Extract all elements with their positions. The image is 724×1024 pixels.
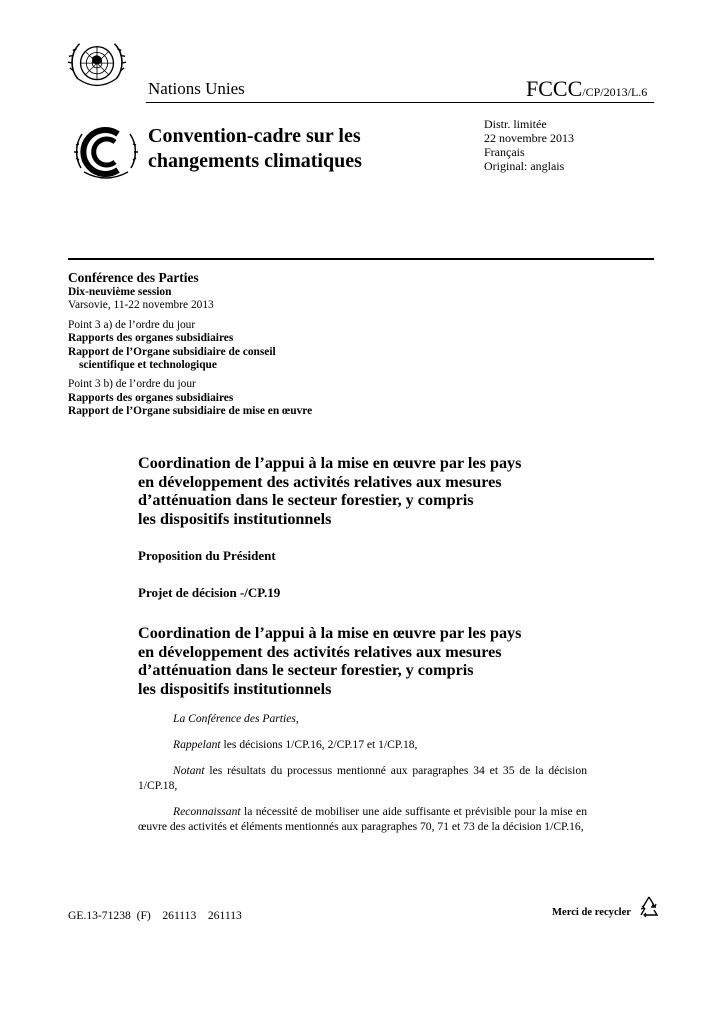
title-line: les dispositifs institutionnels <box>138 509 332 528</box>
distribution-line: Distr. limitée <box>484 117 547 131</box>
draft-decision-heading: Projet de décision -/CP.19 <box>138 585 281 600</box>
recycle-icon <box>636 894 662 920</box>
paragraph: Rappelant les décisions 1/CP.16, 2/CP.17 et 1/CP.18, <box>173 738 418 752</box>
agenda-item-a-title: Rapport de l’Organe subsidiaire de conseil <box>68 345 276 358</box>
un-emblem-icon <box>66 36 128 98</box>
convention-title-line: changements climatiques <box>148 150 362 172</box>
section-rule <box>68 258 654 260</box>
meeting-session: Dix-neuvième session <box>68 286 172 298</box>
agenda-item-b-title: Rapport de l’Organe subsidiaire de mise en œuvre <box>68 405 313 418</box>
distribution-block <box>484 117 574 173</box>
title-line: en développement des activités relatives aux mesures <box>138 472 502 491</box>
agenda-item-b: Point 3 b) de l’ordre du jour <box>68 378 196 391</box>
meeting-body: Conférence des Parties <box>68 270 199 285</box>
convention-title <box>148 124 362 174</box>
org-name: Nations Unies <box>148 79 245 98</box>
proposal-heading: Proposition du Président <box>138 548 276 563</box>
title-line: d’atténuation dans le secteur forestier, y compris <box>138 491 474 510</box>
meeting-info <box>68 269 312 419</box>
title-line: Coordination de l’appui à la mise en œuvre par les pays <box>138 454 522 472</box>
title-line: les dispositifs institutionnels <box>138 679 332 698</box>
paragraph: La Conférence des Parties, <box>173 712 299 725</box>
symbol-suffix: /CP/2013/L.6 <box>582 85 648 99</box>
distribution-line: 22 novembre 2013 <box>484 131 574 145</box>
recycle-text: Merci de recycler <box>552 907 632 918</box>
title-line: en développement des activités relatives aux mesures <box>138 642 502 661</box>
paragraph: Reconnaissant la nécessité de mobiliser une aide suffisante et prévisible pour la mise en œuvre des activités et éléments mentionnés aux paragraphes 70, 71 et 73 de la décision 1/CP.16, <box>138 805 587 833</box>
footer-document-code: GE.13-71238 (F) 261113 261113 <box>68 909 242 922</box>
distribution-line: Français <box>484 145 525 159</box>
document-symbol <box>526 76 647 102</box>
agenda-item-b-title: Rapports des organes subsidiaires <box>68 391 234 404</box>
decision-body <box>138 712 587 842</box>
header-rule <box>146 102 654 103</box>
distribution-line: Original: anglais <box>484 159 565 173</box>
agenda-item-a-title: scientifique et technologique <box>79 359 217 372</box>
agenda-item-a-title: Rapports des organes subsidiaires <box>68 332 234 345</box>
document-title <box>138 454 578 528</box>
meeting-place-date: Varsovie, 11-22 novembre 2013 <box>68 299 214 312</box>
decision-title <box>138 624 578 698</box>
agenda-item-a: Point 3 a) de l’ordre du jour <box>68 318 196 331</box>
unfccc-logo-icon <box>74 120 138 184</box>
paragraph: Notant les résultats du processus mentionné aux paragraphes 34 et 35 de la décision 1/CP.18, <box>138 764 587 792</box>
title-line: d’atténuation dans le secteur forestier, y compris <box>138 661 474 680</box>
title-line: Coordination de l’appui à la mise en œuvre par les pays <box>138 624 522 642</box>
symbol-main: FCCC <box>526 76 583 101</box>
convention-title-line: Convention-cadre sur les <box>148 125 361 147</box>
